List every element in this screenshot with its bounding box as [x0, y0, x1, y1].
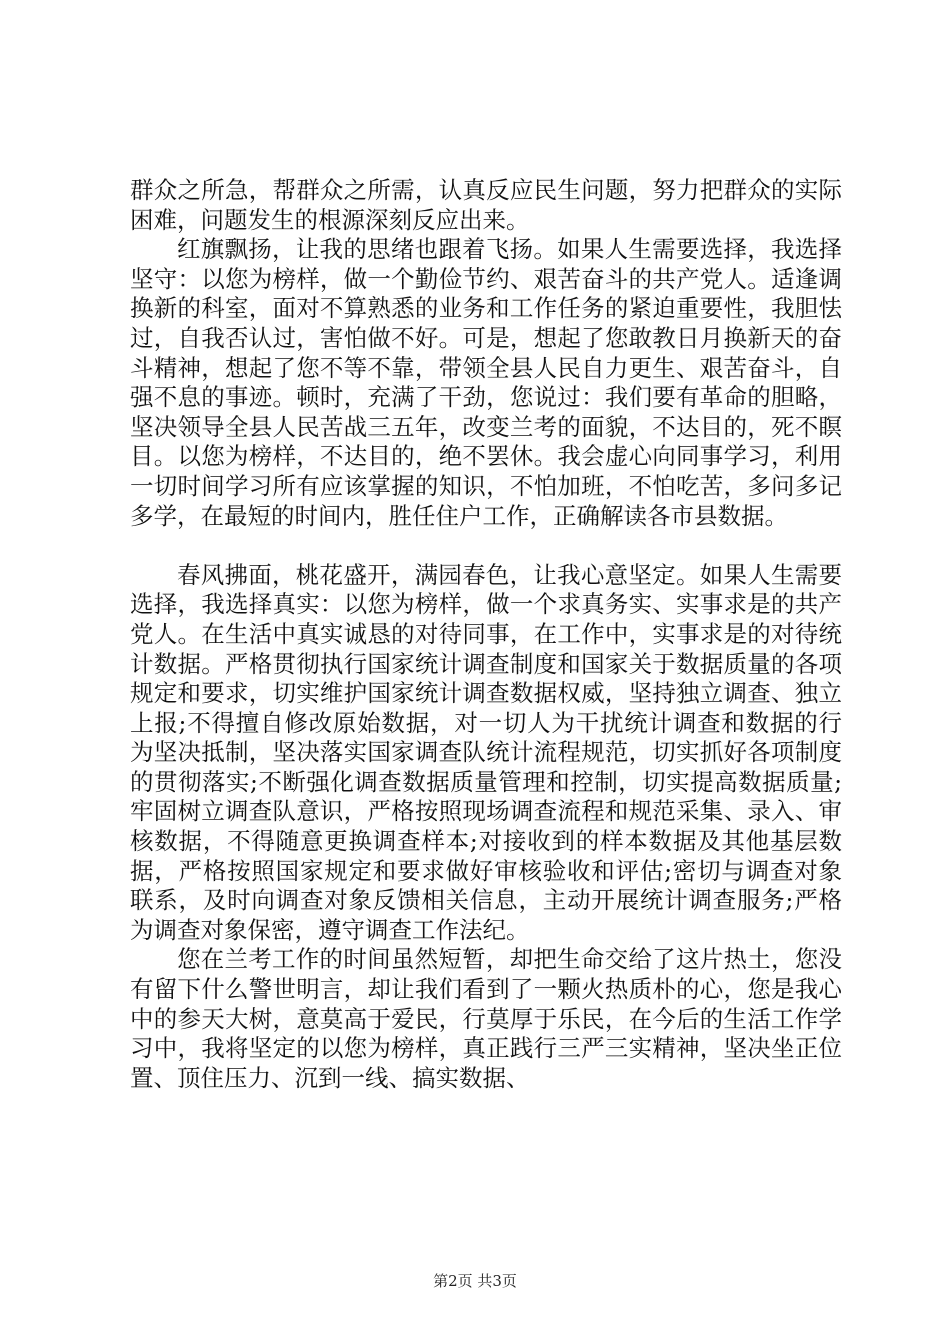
page-number-footer: 第2页 共3页 [433, 1272, 517, 1290]
paragraph-spacer [130, 531, 842, 561]
paragraph-1: 群众之所急，帮群众之所需，认真反应民生问题，努力把群众的实际困难，问题发生的根源深刻反应出来。 [130, 176, 842, 234]
paragraph-4: 您在兰考工作的时间虽然短暂，却把生命交给了这片热土，您没有留下什么警世明言，却让我们看到了一颗火热质朴的心，您是我心中的参天大树，意莫高于爱民，行莫厚于乐民，在今后的生活工作学习中，我将坚定的以您为榜样，真正践行三严三实精神，坚决坐正位置、顶住压力、沉到一线、搞实数据、 [130, 945, 842, 1092]
paragraph-2: 红旗飘扬，让我的思绪也跟着飞扬。如果人生需要选择，我选择坚守：以您为榜样，做一个勤俭节约、艰苦奋斗的共产党人。适逢调换新的科室，面对不算熟悉的业务和工作任务的紧迫重要性，我胆怯过，自我否认过，害怕做不好。可是，想起了您敢教日月换新天的奋斗精神，想起了您不等不靠，带领全县人民自力更生、艰苦奋斗，自强不息的事迹。顿时，充满了干劲，您说过：我们要有革命的胆略，坚决领导全县人民苦战三五年，改变兰考的面貌，不达目的，死不瞑目。以您为榜样，不达目的，绝不罢休。我会虚心向同事学习，利用一切时间学习所有应该掌握的知识，不怕加班，不怕吃苦，多问多记多学，在最短的时间内，胜任住户工作，正确解读各市县数据。 [130, 235, 842, 530]
document-body [130, 176, 842, 1093]
paragraph-3: 春风拂面，桃花盛开，满园春色，让我心意坚定。如果人生需要选择，我选择真实：以您为榜样，做一个求真务实、实事求是的共产党人。在生活中真实诚恳的对待同事，在工作中，实事求是的对待统计数据。严格贯彻执行国家统计调查制度和国家关于数据质量的各项规定和要求，切实维护国家统计调查数据权威，坚持独立调查、独立上报;不得擅自修改原始数据，对一切人为干扰统计调查和数据的行为坚决抵制，坚决落实国家调查队统计流程规范，切实抓好各项制度的贯彻落实;不断强化调查数据质量管理和控制，切实提高数据质量;牢固树立调查队意识，严格按照现场调查流程和规范采集、录入、审核数据，不得随意更换调查样本;对接收到的样本数据及其他基层数据，严格按照国家规定和要求做好审核验收和评估;密切与调查对象联系，及时向调查对象反馈相关信息，主动开展统计调查服务;严格为调查对象保密，遵守调查工作法纪。 [130, 560, 842, 944]
